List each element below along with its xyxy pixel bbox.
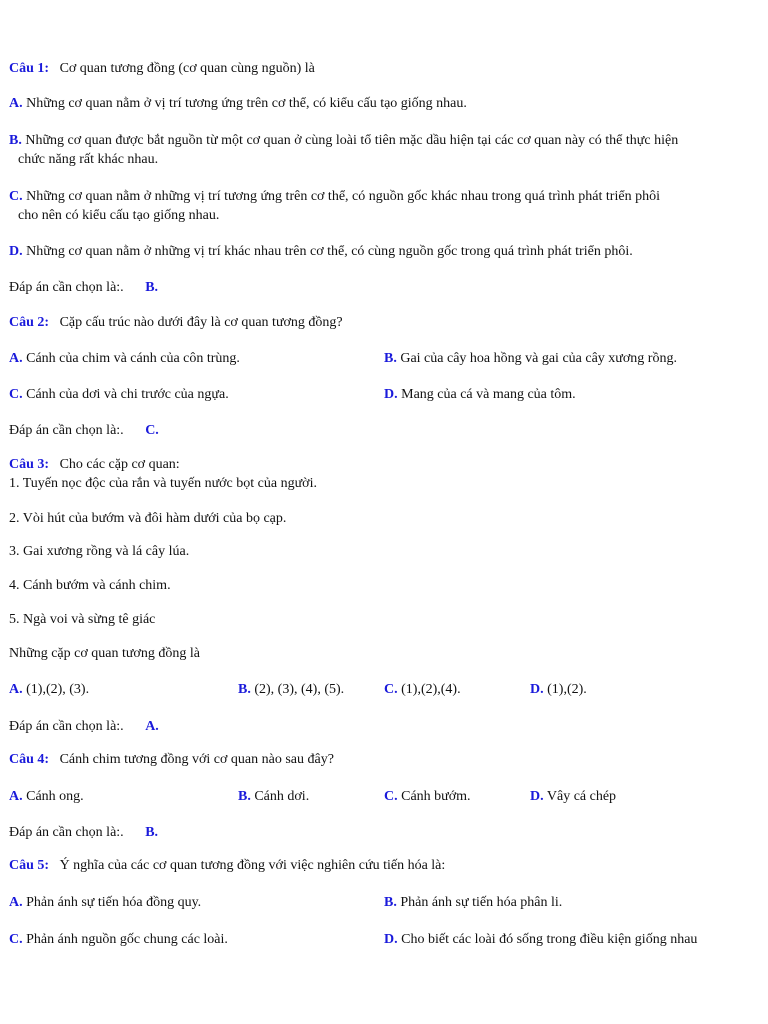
option-text: Phản ánh nguồn gốc chung các loài. (26, 932, 228, 947)
question-1-header (9, 60, 315, 77)
option-letter: D. (530, 682, 544, 697)
option-letter: C. (9, 387, 23, 402)
list-item: 4. Cánh bướm và cánh chim. (9, 578, 171, 593)
option-letter: C. (384, 682, 398, 697)
option-text: (1),(2),(4). (401, 682, 461, 697)
option-letter: A. (9, 789, 23, 804)
question-stem: Cho các cặp cơ quan: (59, 457, 180, 472)
option-text: Phản ánh sự tiến hóa đồng quy. (26, 895, 202, 910)
question-stem: Ý nghĩa của các cơ quan tương đồng với việc nghiên cứu tiến hóa là: (59, 858, 446, 873)
option-text: Cánh của dơi và chi trước của ngựa. (26, 387, 229, 402)
option-text: Cánh dơi. (254, 789, 310, 804)
option-text: (1),(2). (547, 682, 587, 697)
option-letter: B. (384, 351, 397, 366)
answer-value: A. (145, 719, 159, 734)
option-d (530, 788, 616, 805)
option-c (9, 931, 228, 948)
question-5-header (9, 857, 445, 874)
option-letter: A. (9, 96, 23, 111)
option-text: Những cơ quan nằm ở những vị trí khác nhau trên cơ thể, có cùng nguồn gốc trong quá trình phát triển phôi. (26, 244, 633, 259)
option-b (384, 894, 562, 911)
option-a (9, 894, 201, 911)
option-letter: B. (238, 682, 251, 697)
option-text: (1),(2), (3). (26, 682, 90, 697)
question-prompt: Những cặp cơ quan tương đồng là (9, 646, 200, 661)
option-text-continued: cho nên có kiểu cấu tạo giống nhau. (18, 208, 220, 223)
question-stem: Cơ quan tương đồng (cơ quan cùng nguồn) là (59, 61, 315, 76)
option-c (9, 386, 229, 403)
option-b (238, 788, 309, 805)
list-item: 5. Ngà voi và sừng tê giác (9, 612, 156, 627)
answer-line (9, 422, 159, 439)
option-text: Gai của cây hoa hồng và gai của cây xương rồng. (400, 351, 677, 366)
option-letter: A. (9, 351, 23, 366)
question-label: Câu 5: (9, 858, 50, 873)
list-item: 3. Gai xương rồng và lá cây lúa. (9, 544, 190, 559)
question-label: Câu 1: (9, 61, 50, 76)
option-a (9, 681, 89, 698)
answer-label: Đáp án cần chọn là:. (9, 423, 124, 438)
question-label: Câu 4: (9, 752, 50, 767)
option-text: Cho biết các loài đó sống trong điều kiện giống nhau (401, 932, 698, 947)
question-stem: Cánh chim tương đồng với cơ quan nào sau đây? (59, 752, 334, 767)
option-text: Cánh của chim và cánh của côn trùng. (26, 351, 240, 366)
list-item: 1. Tuyến nọc độc của rắn và tuyến nước bọt của người. (9, 476, 317, 491)
option-a (9, 95, 467, 112)
option-letter: B. (9, 133, 22, 148)
option-b (384, 350, 677, 367)
option-letter: D. (384, 387, 398, 402)
option-text: (2), (3), (4), (5). (254, 682, 345, 697)
answer-line (9, 718, 159, 735)
option-letter: D. (9, 244, 23, 259)
question-4-header (9, 751, 334, 768)
option-d (384, 386, 576, 403)
answer-value: C. (145, 423, 159, 438)
option-letter: A. (9, 682, 23, 697)
option-letter: C. (384, 789, 398, 804)
option-letter: D. (384, 932, 398, 947)
answer-label: Đáp án cần chọn là:. (9, 280, 124, 295)
option-letter: A. (9, 895, 23, 910)
option-text-continued: chức năng rất khác nhau. (18, 152, 159, 167)
option-b (238, 681, 344, 698)
option-text: Vây cá chép (546, 789, 617, 804)
question-3-header (9, 456, 180, 473)
option-letter: D. (530, 789, 544, 804)
option-text: Cánh bướm. (401, 789, 471, 804)
answer-value: B. (145, 280, 159, 295)
question-stem: Cặp cấu trúc nào dưới đây là cơ quan tương đồng? (59, 315, 343, 330)
list-item: 2. Vòi hút của bướm và đôi hàm dưới của bọ cạp. (9, 511, 287, 526)
option-text: Phản ánh sự tiến hóa phân li. (400, 895, 563, 910)
option-text: Những cơ quan nằm ở những vị trí tương ứng trên cơ thể, có nguồn gốc khác nhau trong quá trình phát triển phôi (26, 189, 660, 204)
option-letter: B. (238, 789, 251, 804)
answer-label: Đáp án cần chọn là:. (9, 825, 124, 840)
option-letter: C. (9, 932, 23, 947)
answer-label: Đáp án cần chọn là:. (9, 719, 124, 734)
answer-value: B. (145, 825, 159, 840)
option-c (9, 187, 744, 225)
question-label: Câu 3: (9, 457, 50, 472)
option-text: Những cơ quan được bắt nguồn từ một cơ quan ở cùng loài tổ tiên mặc dầu hiện tại các cơ quan này có thể thực hiện (25, 133, 679, 148)
option-b (9, 131, 744, 169)
option-a (9, 350, 240, 367)
option-a (9, 788, 84, 805)
option-c (384, 788, 471, 805)
option-d (384, 931, 697, 948)
option-d (9, 243, 633, 260)
option-text: Cánh ong. (26, 789, 84, 804)
option-d (530, 681, 587, 698)
answer-line (9, 824, 158, 841)
option-letter: B. (384, 895, 397, 910)
question-2-header (9, 314, 343, 331)
option-c (384, 681, 461, 698)
option-text: Mang của cá và mang của tôm. (401, 387, 576, 402)
option-text: Những cơ quan nằm ở vị trí tương ứng trên cơ thể, có kiểu cấu tạo giống nhau. (26, 96, 467, 111)
answer-line (9, 279, 158, 296)
option-letter: C. (9, 189, 23, 204)
question-label: Câu 2: (9, 315, 50, 330)
